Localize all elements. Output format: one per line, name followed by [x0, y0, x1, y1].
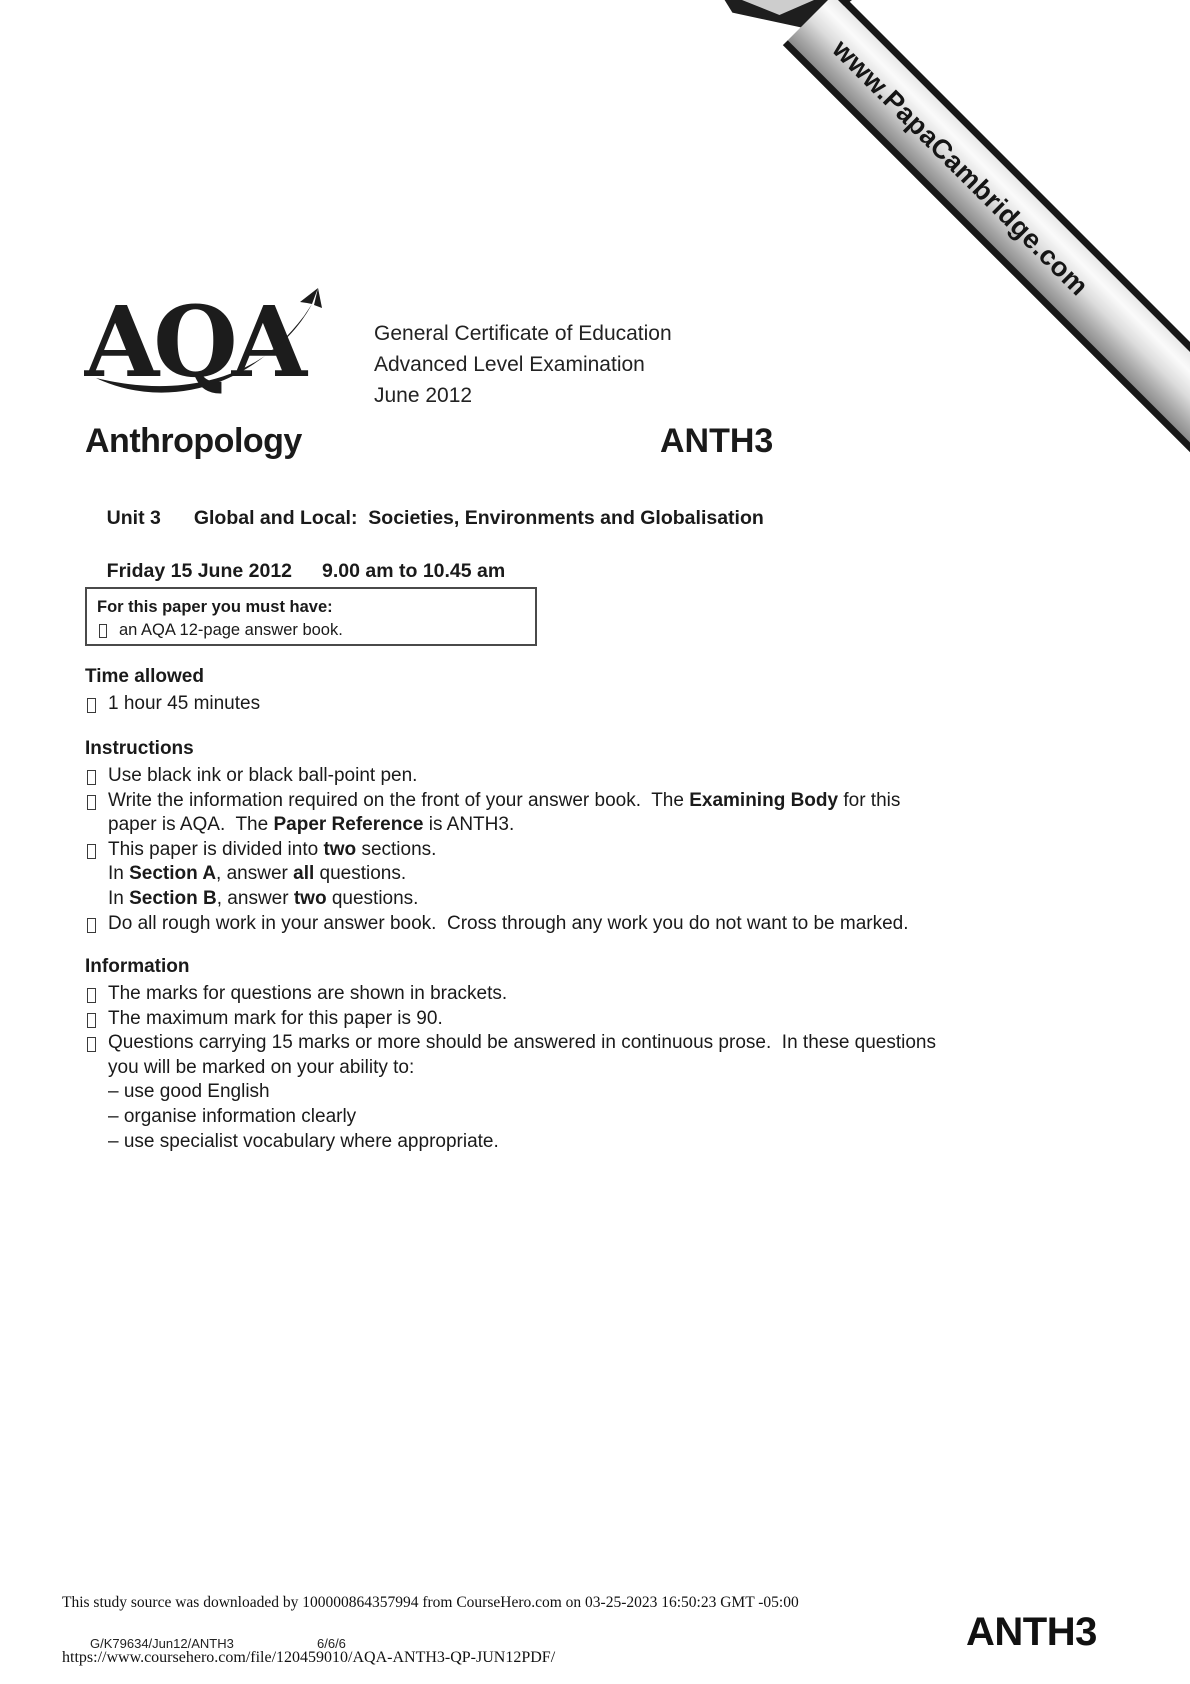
- line-text: , answer: [216, 887, 294, 909]
- bulleted-line: [85, 912, 1095, 937]
- subject-title: Anthropology: [85, 422, 302, 460]
- line-text: an AQA 12-page answer book.: [119, 621, 343, 639]
- line-text: questions.: [314, 863, 407, 885]
- line-text: Do all rough work in your answer book. Cross through any work you do not want to be marked.: [108, 912, 909, 934]
- time-allowed-heading: Time allowed: [85, 666, 204, 687]
- line-text: is ANTH3.: [423, 814, 515, 836]
- materials-box-items: [97, 619, 525, 642]
- line-text: – organise information clearly: [108, 1105, 357, 1127]
- line-text: Questions carrying 15 marks or more should be answered in continuous prose. In these questions: [108, 1032, 937, 1054]
- continuation-line: [85, 1080, 1095, 1105]
- missing-glyph-bullet-icon: [87, 844, 96, 859]
- aqa-logo-graphic: [84, 286, 336, 394]
- continuation-line: [85, 1105, 1095, 1130]
- session-time: 9.00 am to 10.45 am: [322, 560, 506, 582]
- session-date: Friday 15 June 2012: [106, 560, 293, 582]
- continuation-line: [85, 1056, 1095, 1081]
- aqa-logo: [84, 286, 336, 394]
- line-text: for this: [838, 789, 901, 811]
- line-text: two: [323, 838, 357, 860]
- bulleted-line: [97, 619, 525, 642]
- continuation-line: [85, 813, 1095, 838]
- missing-glyph-bullet-icon: [87, 1037, 96, 1052]
- line-text: Use black ink or black ball-point pen.: [108, 765, 418, 786]
- line-text: This paper is divided into: [108, 838, 324, 860]
- title-row: [85, 422, 1105, 466]
- line-text: The maximum mark for this paper is 90.: [108, 1007, 443, 1029]
- unit-name: Global and Local: Societies, Environments and Globalisation: [193, 507, 764, 529]
- line-text: paper is AQA. The: [108, 814, 274, 836]
- bulleted-line: [85, 838, 1095, 863]
- unit-label: Unit 3: [106, 507, 161, 529]
- qualification-line-1: General Certificate of Education: [374, 322, 672, 345]
- qualification-line-2: Advanced Level Examination: [374, 353, 645, 376]
- line-text: questions.: [326, 887, 419, 909]
- line-text: 1 hour 45 minutes: [108, 693, 261, 714]
- coursehero-url: https://www.coursehero.com/file/120459010/AQA-ANTH3-QP-JUN12PDF/: [62, 1649, 556, 1666]
- bulleted-line: [85, 789, 1095, 814]
- paper-code: ANTH3: [660, 422, 774, 460]
- continuation-line: [85, 862, 1095, 887]
- continuation-line: [85, 1130, 1095, 1155]
- line-text: all: [293, 863, 315, 885]
- time-allowed-items: [85, 692, 260, 717]
- bulleted-line: [85, 982, 1095, 1007]
- missing-glyph-bullet-icon: [99, 624, 107, 638]
- paper-reference-code: G/K79634/Jun12/ANTH3: [90, 1636, 234, 1651]
- paper-code-large: ANTH3: [966, 1610, 1097, 1654]
- line-text: you will be marked on your ability to:: [108, 1056, 415, 1078]
- materials-box: [85, 587, 537, 646]
- information-items: [85, 982, 1095, 1154]
- bulleted-line: [85, 1031, 1095, 1056]
- instructions-heading: Instructions: [85, 738, 194, 759]
- line-text: Write the information required on the front of your answer book. The: [108, 789, 690, 811]
- watermark-url-text: www.PapaCambridge.com: [827, 33, 1095, 302]
- line-text: Section A: [129, 863, 217, 885]
- line-text: The marks for questions are shown in brackets.: [108, 983, 508, 1004]
- information-section: [85, 956, 1095, 1154]
- aqa-logo-letters: AQA: [84, 286, 302, 394]
- line-text: In: [108, 863, 130, 885]
- qualification-line-3: June 2012: [374, 384, 473, 407]
- continuation-line: [85, 887, 1095, 912]
- time-allowed-section: [85, 666, 260, 717]
- line-text: – use specialist vocabulary where appropriate.: [108, 1130, 499, 1152]
- line-text: , answer: [216, 863, 294, 885]
- qualification-block: [374, 318, 672, 411]
- bulleted-line: [85, 692, 260, 717]
- bulleted-line: [85, 764, 1095, 789]
- information-heading: Information: [85, 956, 190, 977]
- missing-glyph-bullet-icon: [87, 770, 96, 785]
- coursehero-download-note: This study source was downloaded by 100000864357994 from CourseHero.com on 03-25-2023 16:50:23 GMT -05:00: [62, 1594, 799, 1611]
- materials-box-heading: For this paper you must have:: [97, 598, 333, 616]
- instructions-section: [85, 738, 1095, 936]
- line-text: sections.: [356, 838, 437, 860]
- line-text: In: [108, 887, 130, 909]
- missing-glyph-bullet-icon: [87, 1013, 96, 1028]
- line-text: Paper Reference: [273, 814, 424, 836]
- bulleted-line: [85, 1007, 1095, 1032]
- missing-glyph-bullet-icon: [87, 918, 96, 933]
- instructions-items: [85, 764, 1095, 936]
- line-text: Section B: [129, 887, 217, 909]
- line-text: Examining Body: [689, 789, 839, 811]
- line-text: two: [293, 887, 327, 909]
- print-run-code: 6/6/6: [317, 1636, 346, 1651]
- missing-glyph-bullet-icon: [87, 698, 96, 713]
- missing-glyph-bullet-icon: [87, 795, 96, 810]
- missing-glyph-bullet-icon: [87, 988, 96, 1003]
- line-text: – use good English: [108, 1081, 270, 1103]
